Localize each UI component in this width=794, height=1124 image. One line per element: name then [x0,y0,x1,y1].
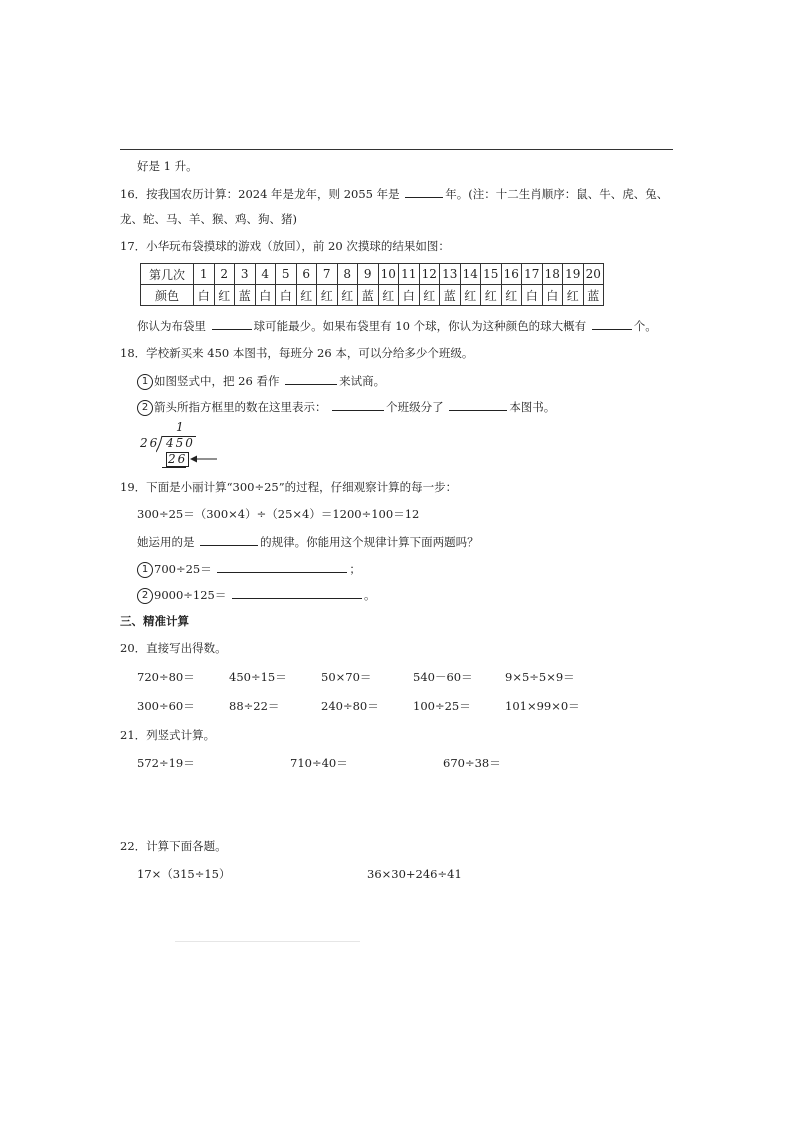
q18-sub2-text-c: 本图书。 [509,400,556,414]
trial-number-cell: 10 [378,264,399,285]
q19-rule-blank[interactable] [200,533,258,546]
q17-question [137,317,657,334]
q16-answer-blank[interactable] [405,185,443,198]
trial-number-cell: 16 [501,264,522,285]
color-cell: 红 [460,285,481,306]
circled-number-1: 1 [137,374,153,390]
q20-item: 450÷15＝ [229,670,287,684]
q19-p1-end: ； [349,562,361,576]
q19-problem-2 [137,586,376,604]
trial-number-cell: 9 [358,264,379,285]
division-divisor: 26 [140,436,160,450]
color-cell: 红 [419,285,440,306]
q19-ask-b: 的规律。你能用这个规律计算下面两题吗？ [260,535,479,549]
trial-number-cell: 11 [399,264,420,285]
q18-sub1-text-b: 来试商。 [339,374,386,388]
color-cell: 白 [522,285,543,306]
q22-item: 36×30+246÷41 [367,867,462,881]
trial-number-cell: 6 [296,264,317,285]
trial-number-cell: 3 [235,264,256,285]
trial-number-cell: 1 [194,264,215,285]
division-dividend: 450 [166,436,195,450]
q21-item: 710÷40＝ [290,756,348,770]
color-cell: 白 [542,285,563,306]
arrow-left-icon [190,454,218,464]
color-cell: 红 [296,285,317,306]
faint-divider [175,941,360,942]
table-row-trial-numbers [141,264,604,285]
division-product-box: 26 [168,452,188,466]
color-cell: 蓝 [235,285,256,306]
color-cell: 白 [194,285,215,306]
q17-question-part2: 球可能最少。如果布袋里有 10 个球，你认为这种颜色的球大概有 [253,319,587,333]
q19-problem-1 [137,560,361,578]
trial-number-cell: 17 [522,264,543,285]
q19-p1-answer-blank[interactable] [217,560,347,573]
trial-number-cell: 12 [419,264,440,285]
q17-question-part1: 你认为布袋里 [137,319,206,333]
q16-line2: 龙、蛇、马、羊、猴、鸡、狗、猪) [120,212,297,226]
trial-number-cell: 8 [337,264,358,285]
q17-question-part3: 个。 [633,319,657,333]
color-cell: 白 [399,285,420,306]
header-rule [120,149,673,150]
q22-item: 17×（315÷15） [137,867,231,881]
q18-trial-divisor-blank[interactable] [285,372,337,385]
color-cell: 红 [481,285,502,306]
q17-stem: 17．小华玩布袋摸球的游戏（放回），前 20 次摸球的结果如图： [120,239,450,253]
circled-number-1: 1 [137,562,153,578]
q18-sub2-text-a: 箭头所指方框里的数在这里表示： [154,400,327,414]
color-cell: 蓝 [358,285,379,306]
q18-books-blank[interactable] [449,398,507,411]
trial-number-cell: 14 [460,264,481,285]
color-cell: 白 [255,285,276,306]
color-cell: 红 [337,285,358,306]
trial-number-cell: 18 [542,264,563,285]
color-cell: 红 [317,285,338,306]
q21-item: 572÷19＝ [137,756,195,770]
q20-item: 540－60＝ [413,670,473,684]
q21-stem: 21．列竖式计算。 [120,728,216,742]
table-row-colors [141,285,604,306]
q16-prefix: 16．按我国农历计算：2024 年是龙年，则 2055 年是 [120,187,400,201]
q19-p2-answer-blank[interactable] [232,586,362,599]
q20-item: 88÷22＝ [229,699,280,713]
q18-sub1-text-a: 如图竖式中，把 26 看作 [154,374,280,388]
trial-number-cell: 4 [255,264,276,285]
q19-ask-a: 她运用的是 [137,535,195,549]
color-cell: 蓝 [440,285,461,306]
q19-stem: 19．下面是小丽计算“300÷25”的过程，仔细观察计算的每一步： [120,480,458,494]
color-cell: 红 [563,285,584,306]
q20-item: 50×70＝ [321,670,372,684]
q18-sub2 [137,398,555,416]
color-cell: 白 [276,285,297,306]
q17-color-blank[interactable] [212,317,252,330]
trial-number-cell: 2 [214,264,235,285]
trial-number-cell: 5 [276,264,297,285]
q18-sub1 [137,372,385,390]
circled-number-2: 2 [137,588,153,604]
trial-number-cell: 7 [317,264,338,285]
q20-item: 720÷80＝ [137,670,195,684]
carryover-text: 好是 1 升。 [137,159,198,173]
q20-item: 100÷25＝ [413,699,471,713]
trial-number-cell: 13 [440,264,461,285]
q20-stem: 20．直接写出得数。 [120,641,227,655]
q20-item: 300÷60＝ [137,699,195,713]
q19-p1-expression: 700÷25＝ [154,562,212,576]
q16-suffix: 年。(注：十二生肖顺序：鼠、牛、虎、兔、 [445,187,669,201]
division-underline [162,467,186,468]
q20-item: 240÷80＝ [321,699,379,713]
q19-work: 300÷25＝（300×4）÷（25×4）＝1200÷100＝12 [137,507,420,521]
draw-record-table [140,263,604,306]
division-quotient: 1 [176,420,186,434]
q20-item: 101×99×0＝ [505,699,580,713]
color-cell: 蓝 [583,285,604,306]
q19-ask [137,533,479,550]
q21-item: 670÷38＝ [443,756,501,770]
section-3-heading: 三、精准计算 [120,614,189,628]
question-16 [120,185,668,202]
trial-number-cell: 15 [481,264,502,285]
color-cell: 红 [214,285,235,306]
long-division-figure [140,420,220,468]
q18-stem: 18．学校新买来 450 本图书，每班分 26 本，可以分给多少个班级。 [120,346,474,360]
q19-p2-expression: 9000÷125＝ [154,588,227,602]
color-cell: 红 [501,285,522,306]
q22-stem: 22．计算下面各题。 [120,839,227,853]
q20-item: 9×5÷5×9＝ [505,670,575,684]
circled-number-2: 2 [137,400,153,416]
q19-p2-end: 。 [364,588,376,602]
trial-number-cell: 20 [583,264,604,285]
q18-sub2-text-b: 个班级分了 [386,400,444,414]
trial-number-cell: 19 [563,264,584,285]
color-cell: 红 [378,285,399,306]
header-cell-color: 颜色 [141,285,194,306]
q17-count-blank[interactable] [592,317,632,330]
header-cell-trial: 第几次 [141,264,194,285]
q18-classes-blank[interactable] [332,398,384,411]
